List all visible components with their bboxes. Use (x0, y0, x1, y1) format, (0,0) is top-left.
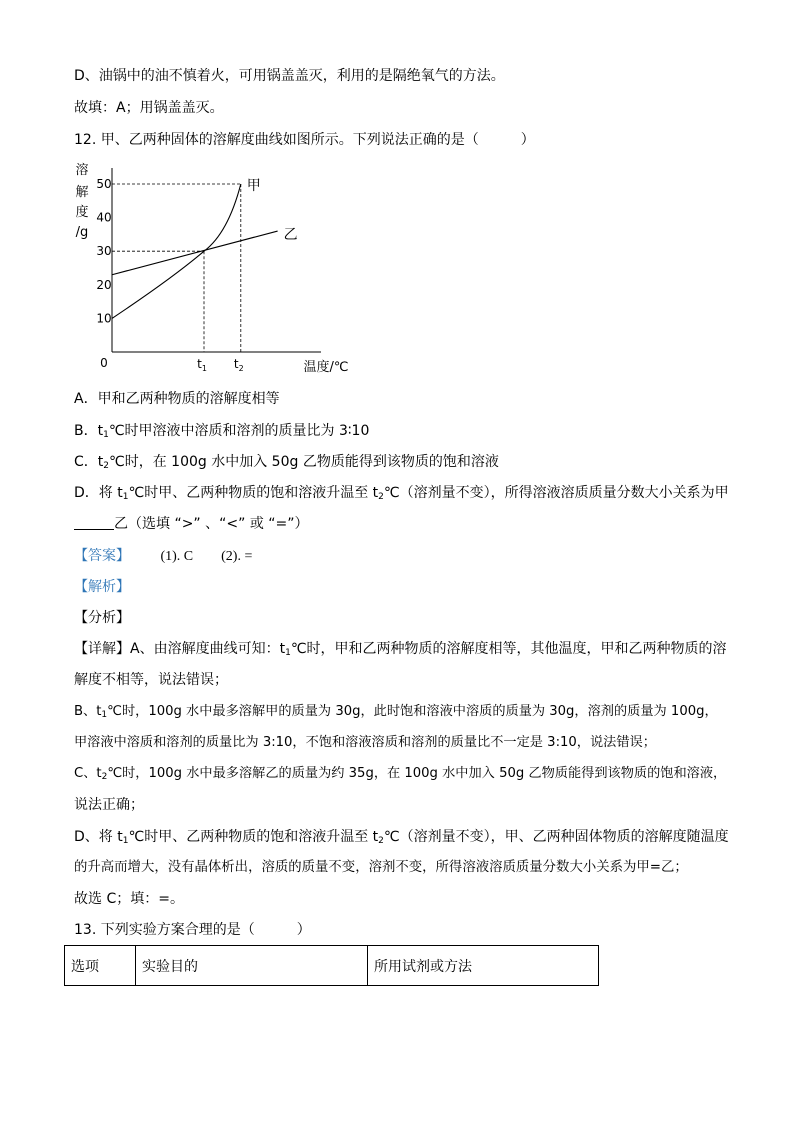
x-axis-label: 温度/℃ (303, 360, 349, 375)
series-yi-label: 乙 (283, 227, 298, 244)
y-tick-label: 20 (96, 277, 112, 292)
detail-b-line1: B、$t_1℃$时，100g 水中最多溶解甲的质量为 30g，此时饱和溶液中溶质的质量为 30g，溶剂的质量为 100g， (74, 704, 718, 720)
y-axis-label (75, 162, 88, 240)
y-label-char: /g (75, 225, 89, 240)
answer-blank (74, 515, 114, 530)
x-tick-labels (197, 357, 244, 373)
answer-row (74, 546, 252, 567)
curves (112, 178, 298, 318)
y-tick-label: 40 (96, 210, 112, 225)
detail-a-line2: 解度不相等，说法错误； (74, 672, 228, 688)
y-label-char: 度 (75, 205, 89, 220)
table-header-cell: 实验目的 (136, 946, 368, 986)
detail-a-line1: 【详解】A、由溶解度曲线可知：$t_1℃$时，甲和乙两种物质的溶解度相等，其他温度，甲和乙两种物质的溶 (74, 641, 727, 658)
answer-label: 【答案】 (74, 548, 130, 564)
y-tick-label: 10 (96, 311, 112, 326)
prev-fill-answer: 故填：A；用锅盖盖灭。 (74, 100, 224, 116)
series-yi-curve (112, 231, 278, 275)
series-jia-curve (112, 184, 241, 318)
table-header-cell: 选项 (65, 946, 136, 986)
q12-option-d: D．将 $t_1℃$时甲、乙两种物质的饱和溶液升温至 $t_2℃$（溶剂量不变），所得溶液溶质质量分数大小关系为甲 (74, 485, 729, 502)
q13-table (64, 945, 599, 986)
y-tick-labels (96, 177, 111, 325)
origin-label: 0 (100, 356, 108, 370)
detail-d-line2: 的升高而增大，没有晶体析出，溶质的质量不变，溶剂不变，所得溶液溶质质量分数大小关系为甲=乙； (74, 860, 688, 875)
y-label-char: 溶 (75, 163, 89, 178)
q13-stem: 13. 下列实验方案合理的是（ ） (74, 922, 311, 938)
y-label-char: 解 (75, 185, 89, 200)
prev-option-d: D、油锅中的油不慎着火，可用锅盖盖灭，利用的是隔绝氧气的方法。 (74, 68, 505, 84)
y-tick-label: 50 (96, 177, 112, 191)
solubility-chart (66, 160, 366, 382)
x-tick-label: $t_2$ (233, 357, 244, 373)
detail-c-line1: C、$t_2℃$时，100g 水中最多溶解乙的质量为约 35g，在 100g 水中加入 50g 乙物质能得到该物质的饱和溶液， (74, 766, 727, 782)
table-header-cell: 所用试剂或方法 (368, 946, 599, 986)
q12-option-d-line2: 乙（选填 “>” 、“<” 或 “=”） (74, 514, 309, 534)
x-tick-label: $t_1$ (197, 357, 207, 373)
conclusion: 故选 C；填：=。 (74, 891, 184, 907)
guide-lines (112, 184, 241, 352)
series-jia-label: 甲 (246, 178, 261, 194)
q12-option-c: C．$t_2℃$时，在 100g 水中加入 50g 乙物质能得到该物质的饱和溶液 (74, 454, 499, 471)
q12-stem: 12. 甲、乙两种固体的溶解度曲线如图所示。下列说法正确的是（ ） (74, 132, 535, 148)
table-header-row (65, 946, 599, 986)
y-tick-label: 30 (96, 244, 112, 259)
q12-option-a: A．甲和乙两种物质的溶解度相等 (74, 391, 280, 407)
chart-axes (112, 168, 321, 352)
detail-b-line2: 甲溶液中溶质和溶剂的质量比为 3:10，不饱和溶液溶质和溶剂的质量比不一定是 3:10，说法错误； (74, 735, 656, 750)
fenxi-label: 【分析】 (74, 610, 130, 626)
detail-c-line2: 说法正确； (74, 797, 144, 813)
answer-text: (1). C (2). = (160, 549, 253, 564)
q12-option-b: B．$t_1℃$时甲溶液中溶质和溶剂的质量比为 3∶10 (74, 423, 370, 440)
jiexi-label: 【解析】 (74, 579, 130, 595)
detail-d-line1: D、将 $t_1℃$时甲、乙两种物质的饱和溶液升温至 $t_2℃$（溶剂量不变），甲、乙两种固体物质的溶解度随温度 (74, 829, 729, 846)
